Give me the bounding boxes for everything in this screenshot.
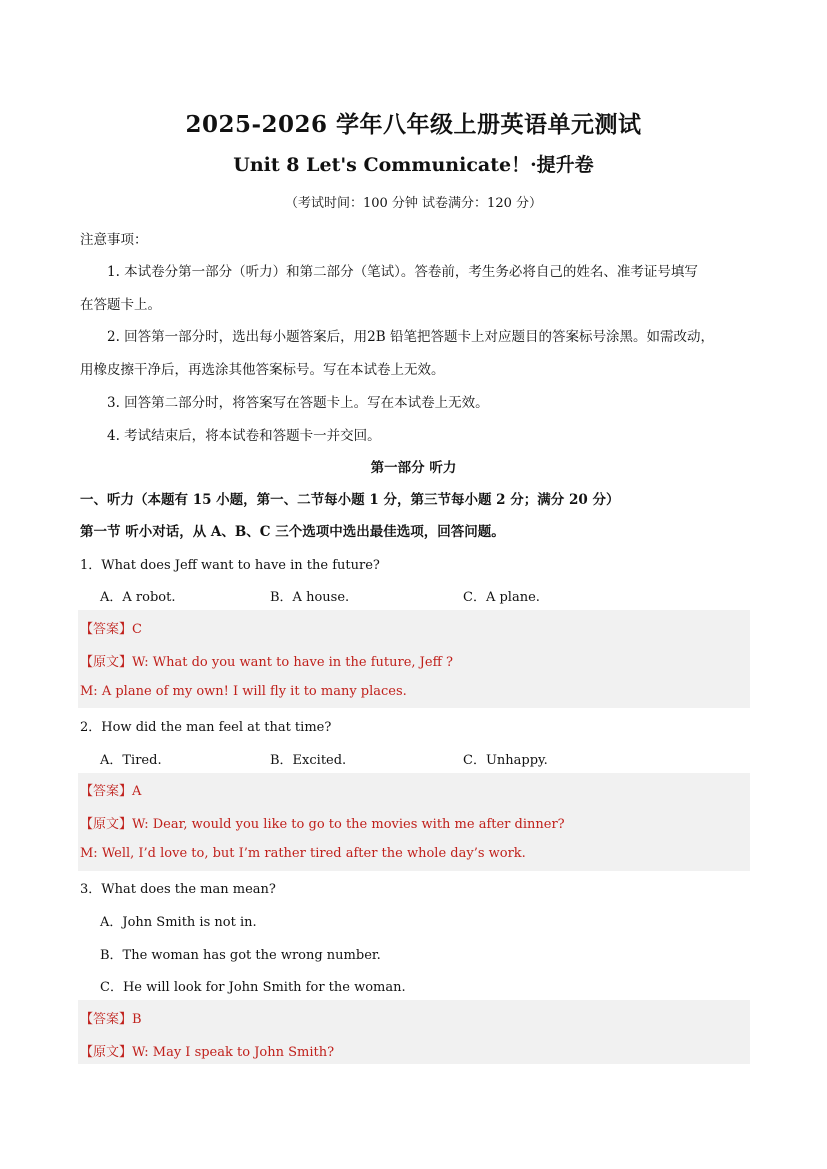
- question-stem: 2．How did the man feel at that time?: [80, 720, 332, 735]
- answer-line: [80, 1008, 142, 1027]
- subsection-title: 第一节 听小对话，从 A、B、C 三个选项中选出最佳选项，回答问题。: [80, 524, 505, 540]
- option-a: A．Tired.: [100, 753, 162, 768]
- note-line: 1. 本试卷分第一部分（听力）和第二部分（笔试）。答卷前，考生务必将自己的姓名、准考证号填写: [107, 264, 698, 280]
- script-tag: 【原文】: [80, 817, 133, 832]
- answer-tag: 【答案】: [80, 784, 133, 799]
- script-line: [80, 651, 453, 670]
- script-text: M: A plane of my own! I will fly it to many places.: [80, 684, 407, 699]
- option-c: C．Unhappy.: [463, 753, 548, 768]
- answer-line: [80, 780, 141, 799]
- script-text: W: What do you want to have in the future, Jeff ?: [132, 655, 453, 670]
- answer-tag: 【答案】: [80, 622, 133, 637]
- part-heading: 第一部分 听力: [370, 460, 457, 476]
- note-line: 2. 回答第一部分时，选出每小题答案后，用2B 铅笔把答题卡上对应题目的答案标号涂黑。如需改动，: [107, 329, 714, 345]
- option-b: B．The woman has got the wrong number.: [100, 948, 381, 963]
- answer-line: [80, 618, 142, 637]
- exam-info: （考试时间：100 分钟 试卷满分：120 分）: [284, 196, 543, 211]
- script-tag: 【原文】: [80, 655, 133, 670]
- question-stem: 3．What does the man mean?: [80, 882, 276, 897]
- script-text: W: May I speak to John Smith?: [132, 1045, 335, 1060]
- answer-value: C: [132, 622, 142, 637]
- script-tag: 【原文】: [80, 1045, 133, 1060]
- note-line: 在答题卡上。: [80, 297, 161, 313]
- note-line: 4. 考试结束后，将本试卷和答题卡一并交回。: [107, 428, 381, 444]
- page-subtitle: Unit 8 Let's Communicate！·提升卷: [233, 154, 594, 176]
- option-a: A．John Smith is not in.: [100, 915, 257, 930]
- option-c: C．He will look for John Smith for the woman.: [100, 980, 406, 995]
- script-line: [80, 813, 565, 832]
- note-line: 3. 回答第二部分时，将答案写在答题卡上。写在本试卷上无效。: [107, 395, 489, 411]
- page-title: 2025-2026 学年八年级上册英语单元测试: [185, 111, 642, 138]
- question-stem: 1．What does Jeff want to have in the future?: [80, 558, 380, 573]
- section-title: 一、听力（本题有 15 小题，第一、二节每小题 1 分，第三节每小题 2 分；满分 20 分）: [80, 492, 620, 508]
- answer-value: A: [132, 784, 142, 799]
- option-b: B．A house.: [270, 590, 350, 605]
- script-text: M: Well, I’d love to, but I’m rather tired after the whole day’s work.: [80, 846, 526, 861]
- answer-tag: 【答案】: [80, 1012, 133, 1027]
- script-line: [80, 1041, 334, 1060]
- option-a: A．A robot.: [100, 590, 176, 605]
- answer-value: B: [132, 1012, 142, 1027]
- note-line: 用橡皮擦干净后，再选涂其他答案标号。写在本试卷上无效。: [80, 362, 445, 378]
- notes-heading: 注意事项：: [80, 232, 148, 248]
- option-c: C．A plane.: [463, 590, 540, 605]
- script-text: W: Dear, would you like to go to the movies with me after dinner?: [132, 817, 565, 832]
- option-b: B．Excited.: [270, 753, 347, 768]
